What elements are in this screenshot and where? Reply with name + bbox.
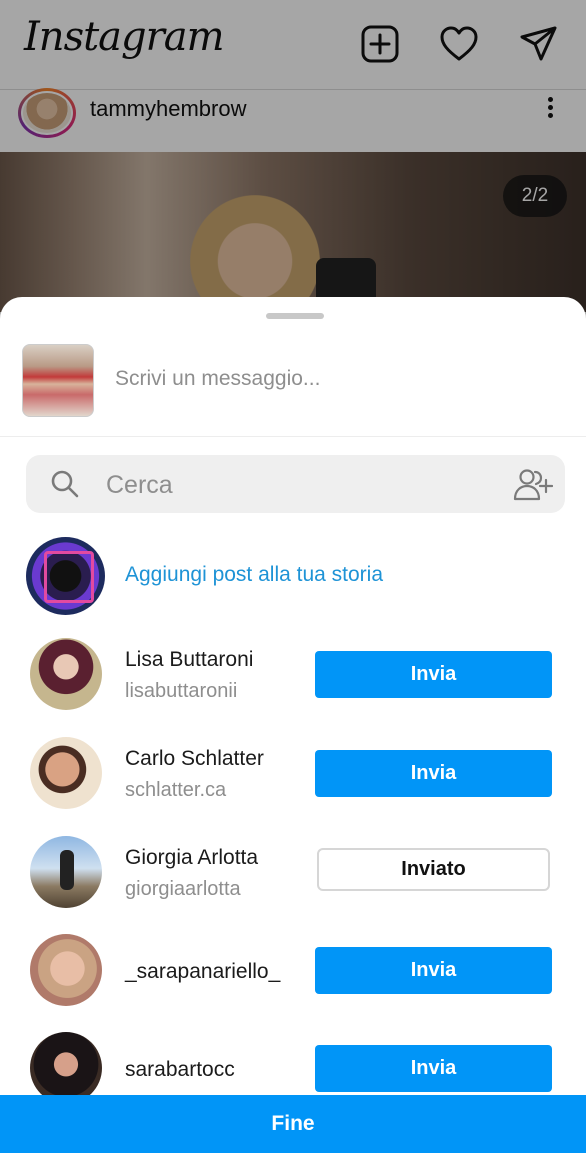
add-to-story-label[interactable]: Aggiungi post alla tua storia [125,563,383,586]
drag-handle[interactable] [266,313,324,319]
post-username[interactable]: tammyhembrow [90,96,247,121]
sent-button[interactable]: Inviato [317,848,550,891]
search-icon [50,469,80,499]
add-to-story-row[interactable] [26,537,566,615]
contact-handle: giorgiaarlotta [125,878,241,900]
message-input[interactable]: Scrivi un messaggio... [115,367,321,390]
contact-avatar [30,836,102,908]
contact-name: _sarapanariello_ [125,960,281,983]
contact-row [0,638,586,718]
send-button[interactable]: Invia [315,651,552,698]
story-avatar [26,537,105,615]
share-sheet [0,297,586,1153]
add-people-icon[interactable] [513,468,553,502]
contact-handle: schlatter.ca [125,779,227,801]
send-button[interactable]: Invia [315,947,552,994]
post-thumbnail [22,344,94,417]
instagram-logo[interactable]: Instagram [24,14,224,60]
contact-name: sarabartocc [125,1058,235,1081]
contact-name: Giorgia Arlotta [125,846,259,869]
send-button[interactable]: Invia [315,1045,552,1092]
contact-row [0,737,586,817]
send-button[interactable]: Invia [315,750,552,797]
search-input[interactable]: Cerca [106,471,173,499]
contact-row [0,934,586,1014]
done-button[interactable]: Fine [0,1095,586,1153]
contact-avatar [30,934,102,1006]
contact-avatar [30,638,102,710]
contact-avatar [30,1032,102,1104]
contact-name: Carlo Schlatter [125,747,264,770]
search-bar[interactable] [26,455,565,513]
divider [0,436,586,437]
contact-name: Lisa Buttaroni [125,648,254,671]
contact-handle: lisabuttaronii [125,680,238,702]
carousel-counter: 2/2 [503,175,567,217]
contact-row [0,836,586,916]
contact-avatar [30,737,102,809]
